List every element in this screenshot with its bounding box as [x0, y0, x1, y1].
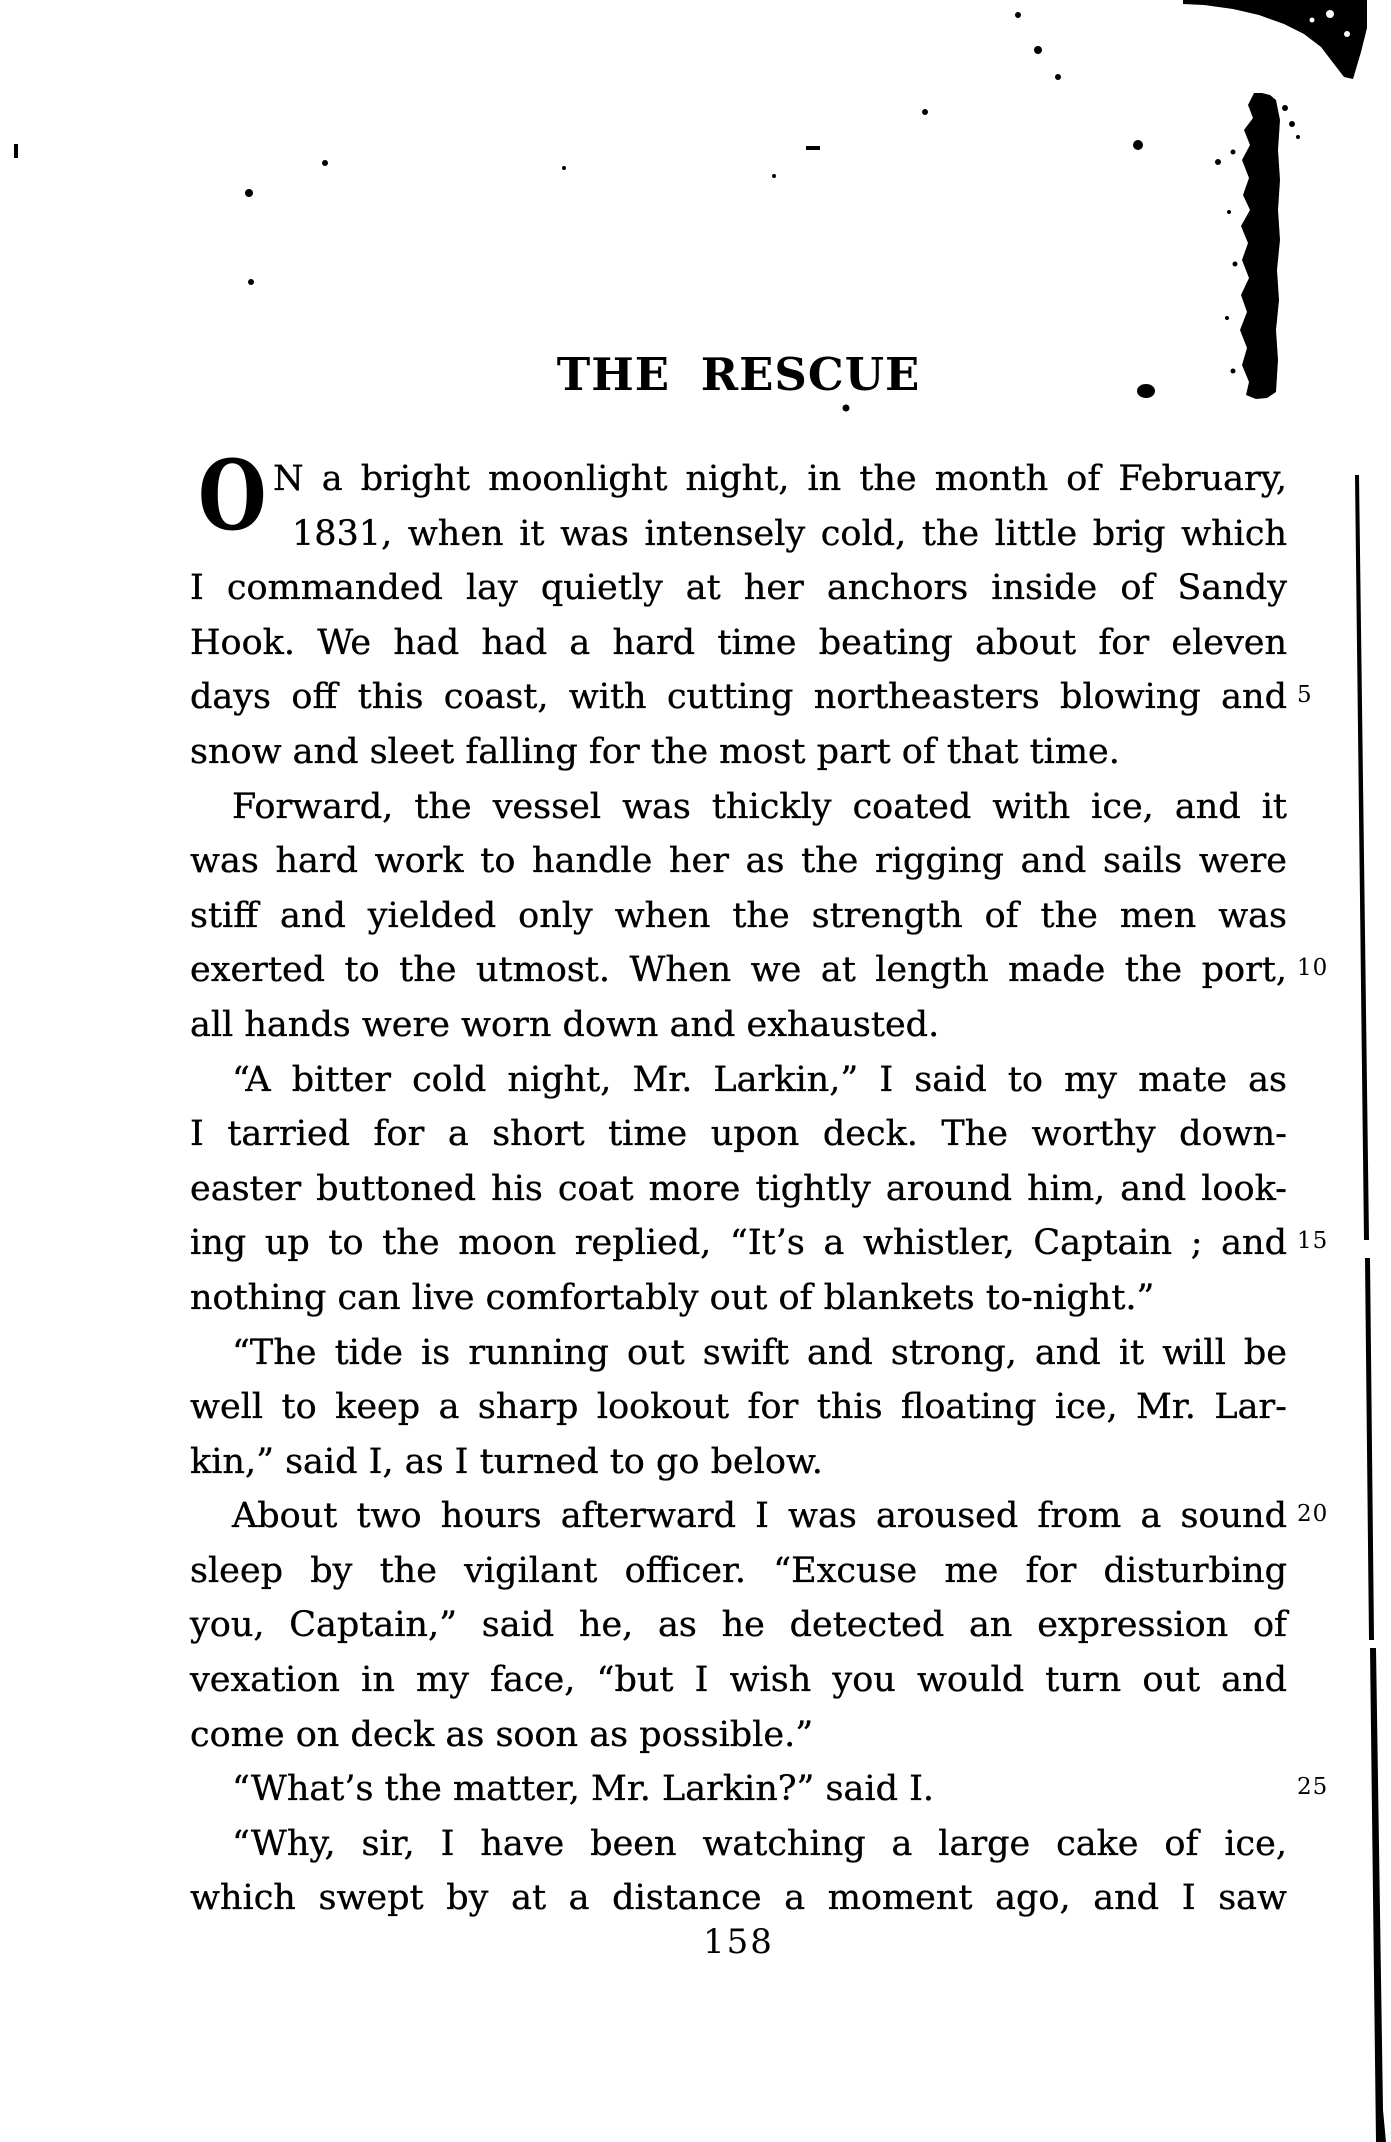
page-edge-line	[1370, 1648, 1386, 2142]
dust-speck	[1133, 140, 1143, 150]
page-edge-line	[1365, 1258, 1374, 1640]
dust-speck	[1233, 262, 1238, 267]
dust-speck	[562, 166, 566, 170]
text-line: 1831, when it was intensely cold, the little brig which	[292, 513, 1287, 554]
text-line: all hands were worn down and exhausted.	[190, 1004, 940, 1045]
blot-speck	[1310, 18, 1315, 23]
text-line: nothing can live comfortably out of blankets to-night.”	[190, 1277, 1155, 1318]
text-line: well to keep a sharp lookout for this floating ice, Mr. Lar-	[190, 1387, 1287, 1428]
dust-speck	[1282, 105, 1288, 111]
dust-speck	[772, 174, 776, 178]
text-line: “What’s the matter, Mr. Larkin?” said I. 25	[232, 1769, 1329, 1810]
corner-ink-blot	[1183, 0, 1367, 79]
dust-speck	[1227, 210, 1231, 214]
dust-speck	[1015, 12, 1021, 18]
blot-speck	[1326, 10, 1334, 18]
text-line: Forward, the vessel was thickly coated with ice, and it	[232, 786, 1287, 827]
text-line: exerted to the utmost. When we at length made the port, 10	[190, 950, 1329, 991]
text-line: snow and sleet falling for the most part of that time.	[190, 731, 1120, 772]
dust-speck	[1289, 121, 1295, 127]
text-line: you, Captain,” said he, as he detected an expression of	[190, 1605, 1287, 1646]
drop-cap-letter: O	[198, 439, 267, 552]
text-line: stiff and yielded only when the strength of the men was	[190, 895, 1287, 936]
text-line: kin,” said I, as I turned to go below.	[190, 1441, 823, 1482]
margin-line-number: 15	[1297, 1228, 1329, 1255]
dust-speck	[14, 144, 18, 158]
text-line: which swept by at a distance a moment ago, and I saw	[190, 1878, 1287, 1919]
page-edge-line	[1355, 475, 1369, 1240]
text-line: easter buttoned his coat more tightly around him, and look-	[190, 1168, 1287, 1209]
text-line: “A bitter cold night, Mr. Larkin,” I said to my mate as	[232, 1059, 1287, 1100]
text-line: I tarried for a short time upon deck. The worthy down-	[190, 1114, 1287, 1155]
page-number: 158	[703, 1922, 774, 1962]
text-line: come on deck as soon as possible.”	[190, 1714, 814, 1755]
dust-speck	[1215, 159, 1221, 165]
text-line: ing up to the moon replied, “It’s a whistler, Captain ; and 15	[190, 1223, 1329, 1264]
text-line: vexation in my face, “but I wish you would turn out and	[190, 1660, 1287, 1701]
dust-speck	[843, 405, 850, 412]
blot-speck	[1344, 31, 1350, 37]
margin-line-number: 10	[1297, 955, 1329, 982]
text-line: About two hours afterward I was aroused from a sound 20	[232, 1496, 1329, 1537]
text-line: N a bright moonlight night, in the month of February,	[273, 459, 1287, 499]
text-line: was hard work to handle her as the rigging and sails were	[190, 841, 1287, 882]
text-line: sleep by the vigilant officer. “Excuse me for disturbing	[190, 1550, 1287, 1591]
text-line: days off this coast, with cutting northeasters blowing and 5	[190, 677, 1313, 718]
dust-speck	[806, 146, 820, 150]
dust-speck	[922, 109, 928, 115]
dust-speck	[1055, 74, 1061, 80]
dust-speck	[1034, 46, 1042, 54]
margin-line-number: 5	[1297, 682, 1313, 709]
dust-speck	[1231, 150, 1236, 155]
page-title: THE RESCUE	[556, 348, 921, 401]
text-line: “Why, sir, I have been watching a large cake of ice,	[232, 1823, 1287, 1864]
text-line: “The tide is running out swift and strong, and it will be	[232, 1332, 1287, 1373]
body-text	[190, 452, 1329, 1926]
margin-line-number: 25	[1297, 1774, 1329, 1801]
dust-speck	[322, 160, 328, 166]
text-line: I commanded lay quietly at her anchors inside of Sandy	[190, 568, 1287, 609]
dust-speck	[1296, 135, 1300, 139]
dust-speck	[248, 279, 254, 285]
dust-speck	[1225, 316, 1229, 320]
text-line: Hook. We had had a hard time beating about for eleven	[190, 622, 1287, 663]
dust-speck	[245, 189, 253, 197]
margin-line-number: 20	[1297, 1501, 1329, 1528]
